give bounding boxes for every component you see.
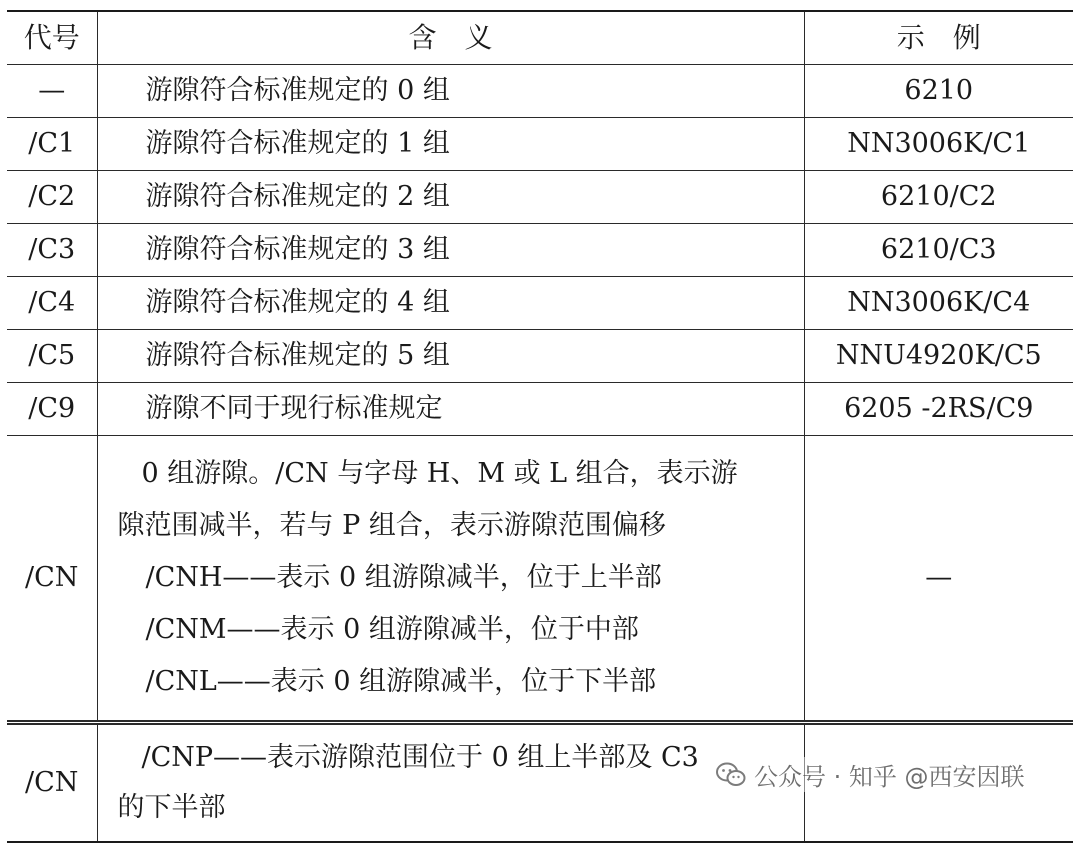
- cell-meaning: 游隙不同于现行标准规定: [97, 383, 804, 436]
- table-row-cn: [7, 436, 1073, 723]
- cell-meaning: 游隙符合标准规定的 3 组: [97, 224, 804, 277]
- header-example: 示 例: [804, 11, 1073, 65]
- table-row: [7, 277, 1073, 330]
- meaning-line: /CNP——表示游隙范围位于 0 组上半部及 C3: [141, 742, 699, 773]
- cell-example: —: [804, 436, 1073, 723]
- cell-example: NN3006K/C1: [804, 118, 1073, 171]
- cell-example: 6205 -2RS/C9: [804, 383, 1073, 436]
- cell-code: /C9: [7, 383, 97, 436]
- meaning-line: /CNH——表示 0 组游隙减半，位于上半部: [145, 562, 662, 593]
- cell-code: /C2: [7, 171, 97, 224]
- cell-example: 6210/C3: [804, 224, 1073, 277]
- header-row: [7, 11, 1073, 65]
- cell-meaning: 游隙符合标准规定的 2 组: [97, 171, 804, 224]
- meaning-line: 隙范围减半，若与 P 组合，表示游隙范围偏移: [117, 510, 666, 541]
- header-code: 代号: [7, 11, 97, 65]
- cell-code: /CN: [7, 436, 97, 723]
- cell-code: /C5: [7, 330, 97, 383]
- cell-code: /C3: [7, 224, 97, 277]
- table-row: [7, 65, 1073, 118]
- wechat-icon: [716, 762, 746, 788]
- table-row: [7, 171, 1073, 224]
- cell-example: 6210/C2: [804, 171, 1073, 224]
- meaning-line: 0 组游隙。/CN 与字母 H、M 或 L 组合，表示游: [141, 458, 738, 489]
- table-row: [7, 330, 1073, 383]
- meaning-line: 的下半部: [117, 792, 226, 823]
- clearance-code-table: [7, 10, 1073, 843]
- meaning-line: /CNL——表示 0 组游隙减半，位于下半部: [145, 666, 657, 697]
- table-row: [7, 383, 1073, 436]
- cell-example: NNU4920K/C5: [804, 330, 1073, 383]
- table-row: [7, 118, 1073, 171]
- table-row: [7, 224, 1073, 277]
- cell-meaning: 游隙符合标准规定的 1 组: [97, 118, 804, 171]
- cell-code: /CN: [7, 723, 97, 843]
- watermark-text: 公众号 · 知乎 @西安因联: [754, 763, 1025, 791]
- cell-code: /C4: [7, 277, 97, 330]
- cell-meaning-multiline: [97, 436, 804, 723]
- watermark: [710, 757, 1031, 792]
- cell-example: NN3006K/C4: [804, 277, 1073, 330]
- cell-meaning: 游隙符合标准规定的 0 组: [97, 65, 804, 118]
- cell-code: —: [7, 65, 97, 118]
- header-meaning: 含 义: [97, 11, 804, 65]
- meaning-line: /CNM——表示 0 组游隙减半，位于中部: [145, 614, 639, 645]
- cell-meaning-multiline: [97, 723, 804, 843]
- cell-example: 6210: [804, 65, 1073, 118]
- cell-meaning: 游隙符合标准规定的 4 组: [97, 277, 804, 330]
- cell-meaning: 游隙符合标准规定的 5 组: [97, 330, 804, 383]
- cell-code: /C1: [7, 118, 97, 171]
